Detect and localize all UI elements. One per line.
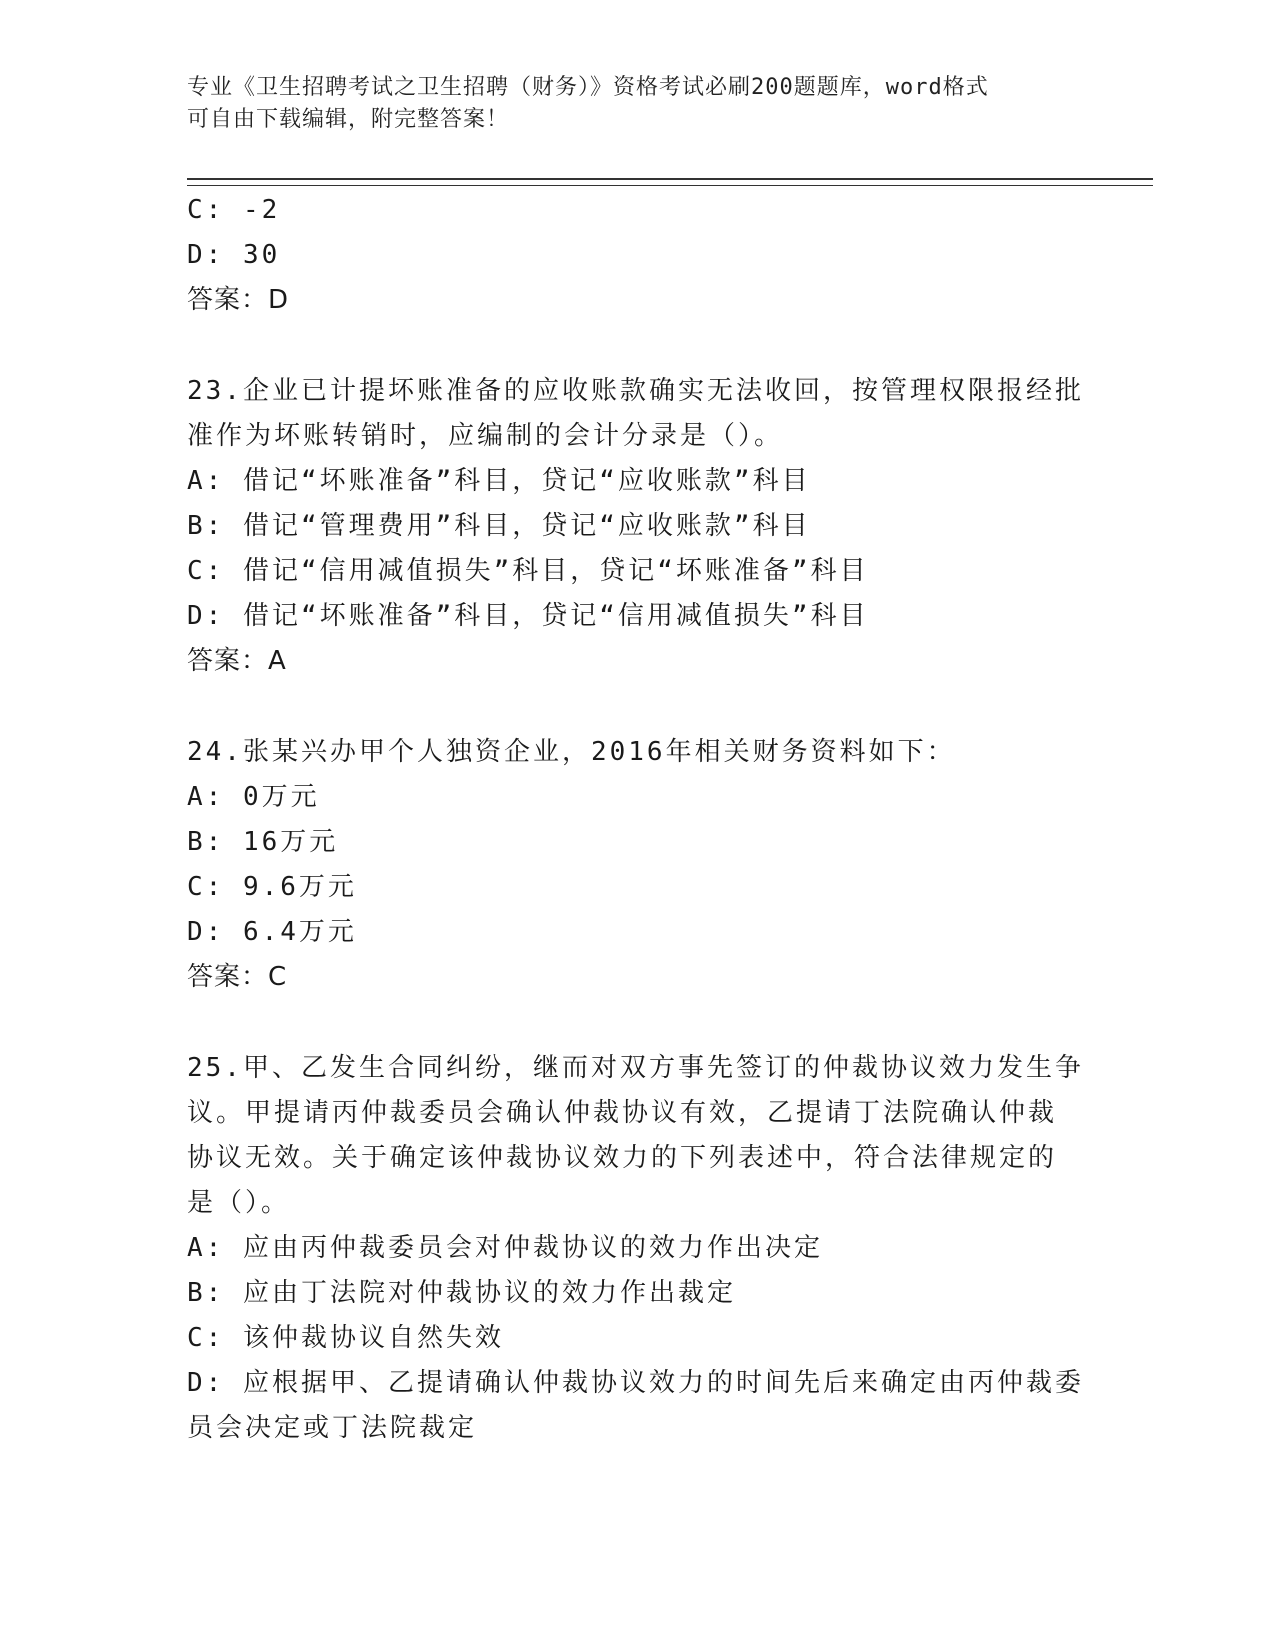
option-d: D: 6.4万元 <box>187 917 357 947</box>
question-stem: 24.张某兴办甲个人独资企业，2016年相关财务资料如下： <box>187 737 956 767</box>
option-b: B: 借记“管理费用”科目，贷记“应收账款”科目 <box>187 511 811 541</box>
question-stem: 协议无效。关于确定该仲裁协议效力的下列表述中，符合法律规定的 <box>187 1143 1058 1173</box>
option-c: C: 借记“信用减值损失”科目，贷记“坏账准备”科目 <box>187 556 869 586</box>
header-divider <box>187 178 1153 186</box>
question-content <box>187 188 1087 1451</box>
question-25 <box>187 1046 1087 1451</box>
question-23 <box>187 369 1087 684</box>
header-title-line-1: 专业《卫生招聘考试之卫生招聘（财务）》资格考试必刷200题题库，word格式 <box>187 75 989 100</box>
question-spacer <box>187 684 1087 730</box>
header-title-line-2: 可自由下载编辑，附完整答案！ <box>187 107 510 132</box>
option-c: C: 该仲裁协议自然失效 <box>187 1323 504 1353</box>
option-b: B: 16万元 <box>187 827 339 857</box>
option-d-continued: 员会决定或丁法院裁定 <box>187 1413 478 1443</box>
answer-label: 答案：A <box>187 646 287 676</box>
question-stem: 23.企业已计提坏账准备的应收账款确实无法收回，按管理权限报经批 <box>187 376 1084 406</box>
question-22-tail <box>187 188 1087 323</box>
option-d: D: 30 <box>187 240 281 270</box>
question-stem: 25.甲、乙发生合同纠纷，继而对双方事先签订的仲裁协议效力发生争 <box>187 1053 1084 1083</box>
question-spacer <box>187 323 1087 369</box>
option-b: B: 应由丁法院对仲裁协议的效力作出裁定 <box>187 1278 736 1308</box>
question-stem: 是（）。 <box>187 1188 291 1218</box>
answer-label: 答案：D <box>187 285 290 315</box>
page-header <box>187 72 1067 136</box>
question-spacer <box>187 1000 1087 1046</box>
option-c: C: -2 <box>187 195 281 225</box>
option-a: A: 0万元 <box>187 782 320 812</box>
option-d: D: 应根据甲、乙提请确认仲裁协议效力的时间先后来确定由丙仲裁委 <box>187 1368 1084 1398</box>
question-stem: 议。甲提请丙仲裁委员会确认仲裁协议有效，乙提请丁法院确认仲裁 <box>187 1098 1058 1128</box>
option-a: A: 应由丙仲裁委员会对仲裁协议的效力作出决定 <box>187 1233 823 1263</box>
option-a: A: 借记“坏账准备”科目，贷记“应收账款”科目 <box>187 466 811 496</box>
option-d: D: 借记“坏账准备”科目，贷记“信用减值损失”科目 <box>187 601 869 631</box>
answer-label: 答案：C <box>187 962 288 992</box>
option-c: C: 9.6万元 <box>187 872 357 902</box>
question-stem: 准作为坏账转销时，应编制的会计分录是（）。 <box>187 421 784 451</box>
question-24 <box>187 730 1087 1000</box>
